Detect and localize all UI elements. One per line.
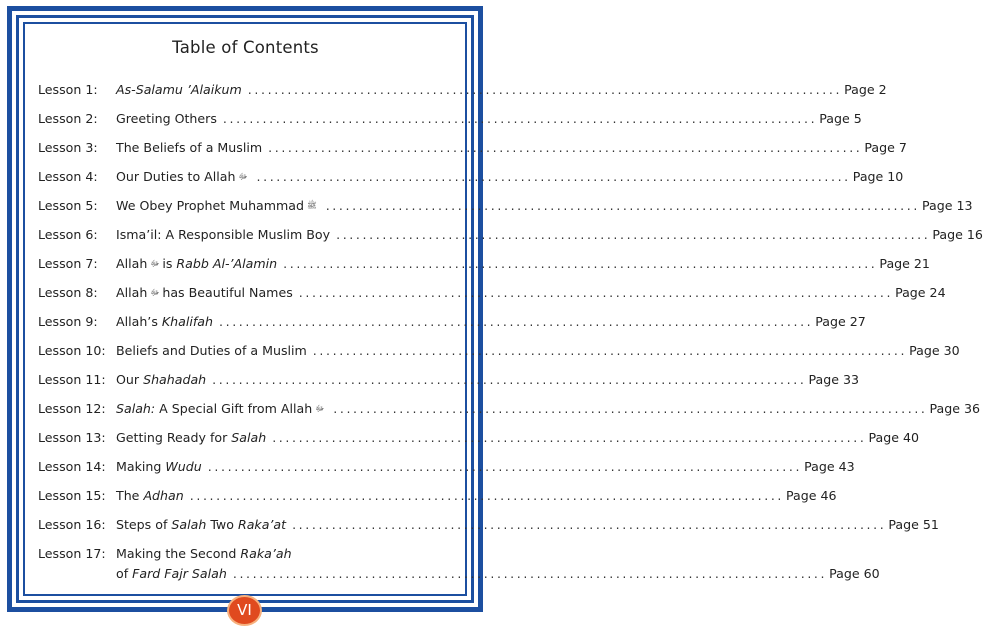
lesson-title-part: We Obey Prophet Muhammad xyxy=(116,198,305,213)
toc-row[interactable] xyxy=(38,196,973,216)
toc-row[interactable] xyxy=(38,457,855,477)
lesson-page: Page 51 xyxy=(888,517,939,532)
toc-row[interactable] xyxy=(38,225,983,245)
toc-row[interactable] xyxy=(38,486,837,506)
lesson-title-part: Making xyxy=(116,459,166,474)
lesson-title xyxy=(116,544,292,564)
lesson-title-part: The Beliefs of a Muslim xyxy=(116,140,263,155)
lesson-title-part: has Beautiful Names xyxy=(162,285,293,300)
lesson-number: Lesson 9: xyxy=(38,314,98,329)
lesson-title-part: Allah’s xyxy=(116,314,162,329)
lesson-title xyxy=(116,196,320,216)
lesson-title-part: of xyxy=(116,566,133,581)
lesson-number: Lesson 11: xyxy=(38,372,106,387)
lesson-number: Lesson 13: xyxy=(38,430,106,445)
lesson-title-part: Isma’il: A Responsible Muslim Boy xyxy=(116,227,331,242)
lesson-title-part: Khalifah xyxy=(161,314,213,329)
lesson-page: Page 21 xyxy=(879,256,930,271)
leader-dots: .......................................................................................... xyxy=(268,140,863,155)
toc-row[interactable] xyxy=(38,428,920,448)
lesson-page: Page 43 xyxy=(804,459,855,474)
lesson-title-part: Allah xyxy=(116,256,148,271)
leader-dots: .......................................................................................... xyxy=(232,566,828,581)
leader-dots: .......................................................................................... xyxy=(333,401,928,416)
lesson-title-part: The xyxy=(116,488,144,503)
honorific-glyph: ﷻ xyxy=(315,404,325,413)
lesson-page: Page 40 xyxy=(868,430,920,445)
lesson-line xyxy=(116,138,907,158)
lesson-title xyxy=(116,486,184,506)
lesson-title-part: Rabb Al-’Alamin xyxy=(176,256,278,271)
toc-row[interactable] xyxy=(38,544,880,584)
lesson-line xyxy=(116,428,920,448)
lesson-number: Lesson 4: xyxy=(38,169,98,184)
lesson-line xyxy=(116,341,960,361)
lesson-title xyxy=(116,167,251,187)
leader-dots: .......................................................................................... xyxy=(336,227,931,242)
lesson-number: Lesson 7: xyxy=(38,256,98,271)
lesson-page: Page 13 xyxy=(921,198,973,213)
lesson-title-part: Adhan xyxy=(143,488,184,503)
lesson-title xyxy=(116,109,217,129)
lesson-title-part: Beliefs and Duties of a Muslim xyxy=(116,343,307,358)
lesson-number: Lesson 10: xyxy=(38,343,106,358)
lesson-title xyxy=(116,312,213,332)
lesson-number: Lesson 12: xyxy=(38,401,106,416)
lesson-number: Lesson 3: xyxy=(38,140,98,155)
honorific-glyph: ﷺ xyxy=(307,201,317,210)
lesson-title-part: Raka’ah xyxy=(240,546,292,561)
lesson-title-part: As-Salamu ’Alaikum xyxy=(116,82,242,97)
lesson-page: Page 5 xyxy=(819,111,862,126)
lesson-number: Lesson 8: xyxy=(38,285,98,300)
lesson-title-part: A Special Gift from Allah xyxy=(155,401,313,416)
page-title: Table of Contents xyxy=(172,38,319,57)
toc-row[interactable] xyxy=(38,399,981,419)
lesson-title xyxy=(116,515,286,535)
lesson-title-part: Allah xyxy=(116,285,148,300)
lesson-page: Page 46 xyxy=(786,488,837,503)
toc-row[interactable] xyxy=(38,370,859,390)
lesson-line xyxy=(116,399,981,419)
lesson-page: Page 7 xyxy=(864,140,907,155)
lesson-title-part: Greeting Others xyxy=(116,111,217,126)
lesson-number: Lesson 16: xyxy=(38,517,106,532)
leader-dots: .......................................................................................... xyxy=(292,517,887,532)
lesson-title-part: Our Duties to Allah xyxy=(116,169,236,184)
leader-dots: .......................................................................................... xyxy=(212,372,807,387)
lesson-page: Page 33 xyxy=(808,372,859,387)
lesson-title xyxy=(116,564,227,584)
leader-dots: .......................................................................................... xyxy=(207,459,803,474)
leader-dots: .......................................................................................... xyxy=(218,314,814,329)
lesson-title-part: Fard Fajr Salah xyxy=(132,566,227,581)
lesson-title-part: Salah xyxy=(231,430,267,445)
lesson-title-part: Two xyxy=(206,517,238,532)
lesson-line xyxy=(116,225,983,245)
leader-dots: .......................................................................................... xyxy=(283,256,878,271)
toc-row[interactable] xyxy=(38,312,866,332)
leader-dots: .......................................................................................... xyxy=(325,198,920,213)
lesson-title xyxy=(116,428,266,448)
lesson-title-part: Raka’at xyxy=(237,517,287,532)
lesson-title xyxy=(116,341,307,361)
leader-dots: .......................................................................................... xyxy=(189,488,785,503)
leader-dots: .......................................................................................... xyxy=(256,169,851,184)
lesson-number: Lesson 1: xyxy=(38,82,98,97)
toc-row[interactable] xyxy=(38,254,930,274)
lesson-page: Page 27 xyxy=(815,314,866,329)
lesson-title-part: Making the Second xyxy=(116,546,241,561)
lesson-line xyxy=(116,312,866,332)
lesson-title xyxy=(116,283,293,303)
lesson-title xyxy=(116,80,242,100)
lesson-line xyxy=(116,370,859,390)
lesson-title-part: is xyxy=(162,256,177,271)
toc-row[interactable] xyxy=(38,515,939,535)
honorific-glyph: ﷻ xyxy=(150,259,160,268)
lesson-line xyxy=(116,254,930,274)
toc-row[interactable] xyxy=(38,283,946,303)
leader-dots: .......................................................................................... xyxy=(247,82,843,97)
toc-row[interactable] xyxy=(38,80,887,100)
lesson-number: Lesson 15: xyxy=(38,488,106,503)
lesson-line xyxy=(116,196,973,216)
toc-row[interactable] xyxy=(38,138,907,158)
lesson-line xyxy=(116,544,438,564)
lesson-title-part: Our xyxy=(116,372,144,387)
toc-row[interactable] xyxy=(38,167,904,187)
lesson-page: Page 2 xyxy=(844,82,887,97)
lesson-line xyxy=(116,515,939,535)
lesson-line xyxy=(116,167,904,187)
lesson-title-part: Wudu xyxy=(165,459,202,474)
lesson-line xyxy=(116,457,855,477)
leader-dots: .......................................................................................... xyxy=(272,430,867,445)
honorific-glyph: ﷻ xyxy=(238,172,248,181)
lesson-page: Page 16 xyxy=(932,227,983,242)
lesson-number: Lesson 5: xyxy=(38,198,98,213)
lesson-title xyxy=(116,457,202,477)
lesson-title-part: Salah: xyxy=(116,401,156,416)
lesson-title xyxy=(116,225,330,245)
lesson-number: Lesson 6: xyxy=(38,227,98,242)
lesson-line xyxy=(116,109,862,129)
lesson-title-part: Shahadah xyxy=(143,372,207,387)
honorific-glyph: ﷻ xyxy=(150,288,160,297)
lesson-page: Page 36 xyxy=(929,401,981,416)
lesson-title xyxy=(116,370,206,390)
lesson-page: Page 10 xyxy=(852,169,904,184)
toc-row[interactable] xyxy=(38,109,862,129)
lesson-line xyxy=(116,486,837,506)
lesson-page: Page 60 xyxy=(829,566,880,581)
lesson-number: Lesson 17: xyxy=(38,546,106,561)
page-number-badge: VI xyxy=(227,595,262,626)
lesson-page: Page 30 xyxy=(909,343,960,358)
lesson-line xyxy=(116,80,887,100)
leader-dots: .......................................................................................... xyxy=(222,111,818,126)
lesson-title xyxy=(116,399,327,419)
toc-row[interactable] xyxy=(38,341,960,361)
lesson-title-part: Getting Ready for xyxy=(116,430,232,445)
lesson-title xyxy=(116,138,262,158)
lesson-title-part: Steps of xyxy=(116,517,172,532)
lesson-line xyxy=(116,283,946,303)
lesson-title-part: Salah xyxy=(171,517,207,532)
leader-dots: .......................................................................................... xyxy=(298,285,894,300)
lesson-number: Lesson 14: xyxy=(38,459,106,474)
lesson-line xyxy=(116,564,880,584)
lesson-title xyxy=(116,254,277,274)
leader-dots: .......................................................................................... xyxy=(312,343,908,358)
lesson-page: Page 24 xyxy=(895,285,946,300)
lesson-number: Lesson 2: xyxy=(38,111,98,126)
